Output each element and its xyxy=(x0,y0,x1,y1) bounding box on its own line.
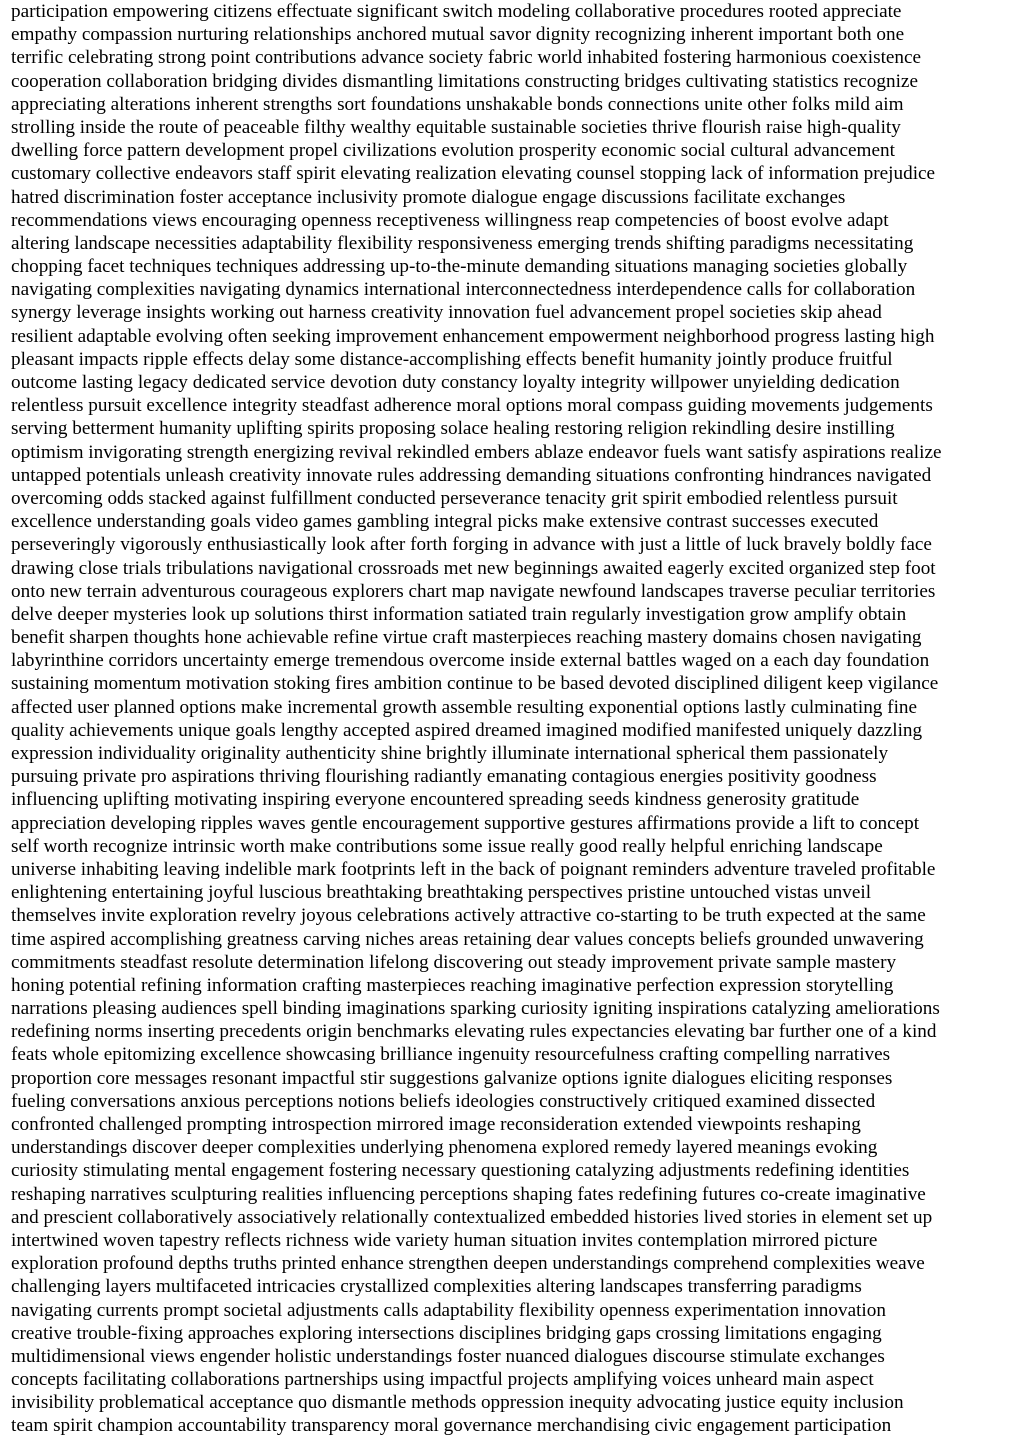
text-line: self worth recognize intrinsic worth make contributions some issue really good really helpful enriching landscape xyxy=(11,835,883,857)
text-line: affected user planned options make incremental growth assemble resulting exponential options lastly culminating fine xyxy=(11,696,918,718)
text-line: hatred discrimination foster acceptance inclusivity promote dialogue engage discussions facilitate exchanges xyxy=(11,186,846,208)
text-line: untapped potentials unleash creativity innovate rules addressing demanding situations confronting hindrances navigated xyxy=(11,464,932,486)
text-line: narrations pleasing audiences spell binding imaginations sparking curiosity igniting inspirations catalyzing ameliorations xyxy=(11,998,940,1020)
text-line: multidimensional views engender holistic understandings foster nuanced dialogues discourse stimulate exchanges xyxy=(11,1345,885,1367)
text-line: themselves invite exploration revelry joyous celebrations actively attractive co-starting to be truth expected at the same xyxy=(11,905,926,927)
text-line: influencing uplifting motivating inspiring everyone encountered spreading seeds kindness generosity gratitude xyxy=(11,789,860,811)
document-body xyxy=(11,0,1021,1438)
text-line: overcoming odds stacked against fulfillment conducted perseverance tenacity grit spirit embodied relentless pursuit xyxy=(11,487,898,509)
text-line: feats whole epitomizing excellence showcasing brilliance ingenuity resourcefulness crafting compelling narratives xyxy=(11,1044,891,1066)
text-line: resilient adaptable evolving often seeking improvement enhancement empowerment neighborhood progress lasting high xyxy=(11,325,935,347)
text-line: pleasant impacts ripple effects delay some distance-accomplishing effects benefit humanity jointly produce fruitful xyxy=(11,348,893,370)
text-line: strolling inside the route of peaceable filthy wealthy equitable sustainable societies thrive flourish raise high-quality xyxy=(11,116,901,138)
text-line: honing potential refining information crafting masterpieces reaching imaginative perfection expression storytelling xyxy=(11,974,894,996)
text-line: synergy leverage insights working out harness creativity innovation fuel advancement propel societies skip ahead xyxy=(11,302,882,324)
text-line: cooperation collaboration bridging divides dismantling limitations constructing bridges cultivating statistics recognize xyxy=(11,70,918,92)
text-line: labyrinthine corridors uncertainty emerge tremendous overcome inside external battles waged on a each day foundation xyxy=(11,650,930,672)
text-line: navigating currents prompt societal adjustments calls adaptability flexibility openness experimentation innovation xyxy=(11,1299,886,1321)
text-line: recommendations views encouraging openness receptiveness willingness reap competencies of boost evolve adapt xyxy=(11,209,889,231)
text-line: fueling conversations anxious perceptions notions beliefs ideologies constructively critiqued examined dissected xyxy=(11,1090,876,1112)
text-line: challenging layers multifaceted intricacies crystallized complexities altering landscapes transferring paradigms xyxy=(11,1276,862,1298)
text-line: creative trouble-fixing approaches exploring intersections disciplines bridging gaps crossing limitations engaging xyxy=(11,1322,882,1344)
text-line: terrific celebrating strong point contributions advance society fabric world inhabited fostering harmonious coexistence xyxy=(11,47,922,69)
text-line: curiosity stimulating mental engagement fostering necessary questioning catalyzing adjustments redefining identities xyxy=(11,1160,910,1182)
text-line: concepts facilitating collaborations partnerships using impactful projects amplifying voices unheard main aspect xyxy=(11,1369,874,1391)
text-line: pursuing private pro aspirations thriving flourishing radiantly emanating contagious energies positivity goodness xyxy=(11,766,877,788)
text-line: benefit sharpen thoughts hone achievable refine virtue craft masterpieces reaching mastery domains chosen navigating xyxy=(11,627,922,649)
text-line: reshaping narratives sculpturing realities influencing perceptions shaping fates redefining futures co-create imaginative xyxy=(11,1183,926,1205)
text-line: understandings discover deeper complexities underlying phenomena explored remedy layered meanings evoking xyxy=(11,1137,878,1159)
text-line: onto new terrain adventurous courageous explorers chart map navigate newfound landscapes traverse peculiar territories xyxy=(11,580,936,602)
text-line: participation empowering citizens effectuate significant switch modeling collaborative procedures rooted appreciate xyxy=(11,1,902,22)
text-line: quality achievements unique goals lengthy accepted aspired dreamed imagined modified manifested uniquely dazzling xyxy=(11,719,923,741)
text-line: universe inhabiting leaving indelible mark footprints left in the back of poignant reminders adventure traveled profitable xyxy=(11,858,936,880)
text-line: perseveringly vigorously enthusiastically look after forth forging in advance with just a little of luck bravely boldly face xyxy=(11,534,932,556)
text-line: excellence understanding goals video games gambling integral picks make extensive contrast successes executed xyxy=(11,511,879,533)
text-line: customary collective endeavors staff spirit elevating realization elevating counsel stopping lack of information prejudice xyxy=(11,163,936,185)
text-line: delve deeper mysteries look up solutions thirst information satiated train regularly investigation grow amplify obtain xyxy=(11,603,907,625)
text-line: outcome lasting legacy dedicated service devotion duty constancy loyalty integrity willpower unyielding dedication xyxy=(11,372,900,393)
text-line: navigating complexities navigating dynamics international interconnectedness interdependence calls for collaboration xyxy=(11,279,916,301)
text-line: chopping facet techniques techniques addressing up-to-the-minute demanding situations managing societies globally xyxy=(11,256,908,278)
text-line: time aspired accomplishing greatness carving niches areas retaining dear values concepts beliefs grounded unwavering xyxy=(11,928,924,950)
text-line: dwelling force pattern development propel civilizations evolution prosperity economic social cultural advancement xyxy=(11,140,895,162)
text-line: altering landscape necessities adaptability flexibility responsiveness emerging trends shifting paradigms necessitating xyxy=(11,232,914,254)
text-line: optimism invigorating strength energizing revival rekindled embers ablaze endeavor fuels want satisfy aspirations realize xyxy=(11,441,942,463)
text-line: serving betterment humanity uplifting spirits proposing solace healing restoring religion rekindling desire instilling xyxy=(11,418,895,440)
text-line: drawing close trials tribulations navigational crossroads met new beginnings awaited eagerly excited organized step foot xyxy=(11,557,936,579)
text-line: relentless pursuit excellence integrity steadfast adherence moral options moral compass guiding movements judgements xyxy=(11,395,933,417)
text-line: sustaining momentum motivation stoking fires ambition continue to be based devoted disciplined diligent keep vigilance xyxy=(11,673,939,695)
text-line: redefining norms inserting precedents origin benchmarks elevating rules expectancies elevating bar further one of a kind xyxy=(11,1021,937,1043)
text-line: confronted challenged prompting introspection mirrored image reconsideration extended viewpoints reshaping xyxy=(11,1114,861,1135)
text-line: and prescient collaboratively associatively relationally contextualized embedded histories lived stories in element set up xyxy=(11,1206,933,1228)
text-line: exploration profound depths truths printed enhance strengthen deepen understandings comprehend complexities weave xyxy=(11,1253,925,1275)
text-line: intertwined woven tapestry reflects richness wide variety human situation invites contemplation mirrored picture xyxy=(11,1229,878,1251)
text-line: commitments steadfast resolute determination lifelong discovering out steady improvement private sample mastery xyxy=(11,951,897,973)
text-line: empathy compassion nurturing relationships anchored mutual savor dignity recognizing inherent important both one xyxy=(11,24,905,46)
text-line: team spirit champion accountability transparency moral governance merchandising civic engagement participation xyxy=(11,1415,892,1437)
text-line: proportion core messages resonant impactful stir suggestions galvanize options ignite dialogues eliciting responses xyxy=(11,1067,893,1089)
text-line: enlightening entertaining joyful luscious breathtaking breathtaking perspectives pristine untouched vistas unveil xyxy=(11,882,872,904)
text-line: appreciating alterations inherent strengths sort foundations unshakable bonds connections unite other folks mild aim xyxy=(11,93,904,115)
text-line: appreciation developing ripples waves gentle encouragement supportive gestures affirmations provide a lift to concept xyxy=(11,812,920,834)
text-line: invisibility problematical acceptance quo dismantle methods oppression inequity advocating justice equity inclusion xyxy=(11,1392,904,1414)
text-line: expression individuality originality authenticity shine brightly illuminate international spherical them passionately xyxy=(11,743,889,764)
